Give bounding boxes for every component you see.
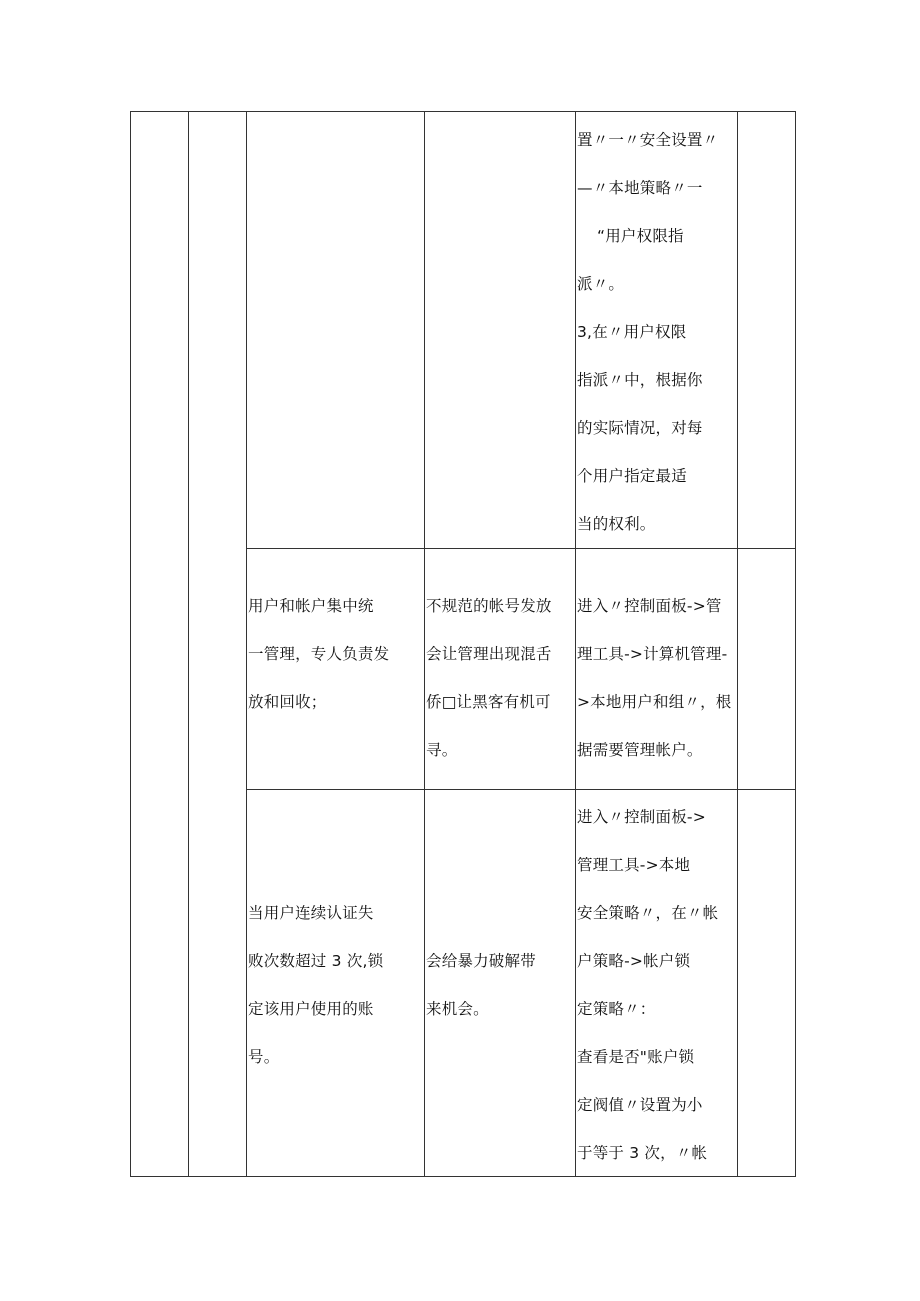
text-line: 个用户指定最适 [577, 467, 687, 485]
column-divider [737, 112, 738, 1176]
text-line: 进入〃控制面板->管 [577, 597, 722, 615]
text-line: 管理工具->本地 [577, 856, 691, 874]
column-divider [188, 112, 189, 1176]
text-line: 进入〃控制面板-> [577, 808, 706, 826]
row-divider [246, 548, 795, 549]
text-line: 查看是否"账户锁 [577, 1048, 695, 1066]
text-line: —〃本地策略〃一 [577, 179, 703, 197]
text-line: 会给暴力破解带 [426, 952, 536, 970]
text-line: 一管理，专人负责发 [248, 645, 390, 663]
method-cell [577, 582, 737, 774]
text-line: 定阀值〃设置为小 [577, 1096, 703, 1114]
text-line: 用户和帐户集中统 [248, 597, 374, 615]
policy-table [130, 111, 796, 1177]
text-line: 理工具->计算机管理- [577, 645, 728, 663]
text-line: 3,在〃用户权限 [577, 323, 687, 341]
column-divider [246, 112, 247, 1176]
text-line: 指派〃中，根据你 [577, 371, 703, 389]
text-line: 放和回收； [248, 693, 327, 711]
text-line: 定该用户使用的账 [248, 1000, 374, 1018]
text-line: 当用户连续认证失 [248, 904, 374, 922]
text-line: 户策略->帐户锁 [577, 952, 691, 970]
text-line: 据需要管理帐户。 [577, 741, 703, 759]
text-line: 侨□让黑客有机可 [426, 693, 551, 711]
requirement-cell [248, 582, 424, 726]
column-divider [424, 112, 425, 1176]
text-line: 不规范的帐号发放 [426, 597, 552, 615]
text-line: “用户权限指 [597, 227, 684, 245]
text-line: 号。 [248, 1048, 280, 1066]
text-line: 安全策略〃，在〃帐 [577, 904, 719, 922]
text-line: >本地用户和组〃，根 [577, 693, 732, 711]
column-divider [575, 112, 576, 1176]
text-line: 置〃一〃安全设置〃 [577, 131, 719, 149]
text-line: 于等于 3 次，〃帐 [577, 1144, 708, 1162]
method-cell [577, 793, 737, 1177]
row-divider [246, 789, 795, 790]
risk-cell [426, 582, 575, 774]
text-line: 当的权利。 [577, 515, 656, 533]
text-line: 定策略〃： [577, 1000, 656, 1018]
method-cell [577, 116, 737, 548]
text-line: 会让管理出现混舌 [426, 645, 552, 663]
text-line: 来机会。 [426, 1000, 489, 1018]
text-line: 派〃。 [577, 275, 625, 293]
requirement-cell [248, 889, 424, 1081]
risk-cell [426, 937, 575, 1033]
text-line: 寻。 [426, 741, 458, 759]
text-line: 败次数超过 3 次,锁 [248, 952, 384, 970]
text-line: 的实际情况，对每 [577, 419, 703, 437]
